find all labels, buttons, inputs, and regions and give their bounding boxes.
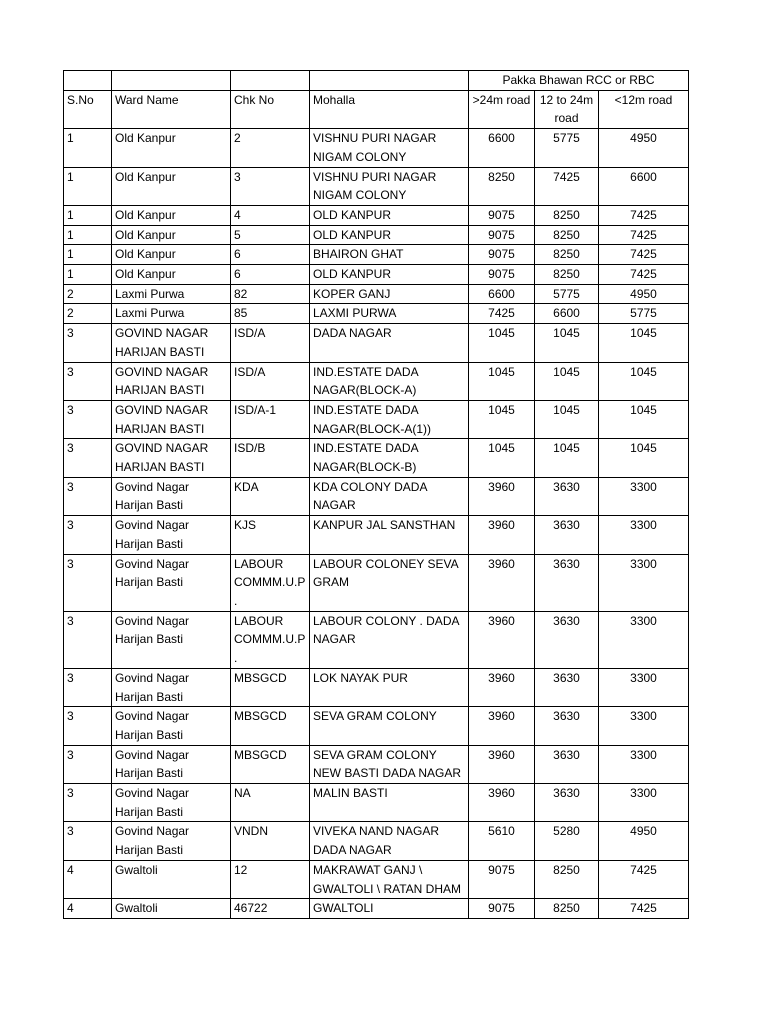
sno-cell: 3 xyxy=(64,439,112,477)
sno-cell: 3 xyxy=(64,400,112,438)
mohalla-cell: KANPUR JAL SANSTHAN xyxy=(310,516,469,554)
ward-name-cell: Old Kanpur xyxy=(112,245,231,265)
header-row xyxy=(64,90,689,128)
blank-cell xyxy=(112,71,231,91)
ward-name-cell: GOVIND NAGAR HARIJAN BASTI xyxy=(112,362,231,400)
table-row xyxy=(64,362,689,400)
chk-no-cell: 12 xyxy=(231,860,310,898)
chk-no-cell: VNDN xyxy=(231,822,310,860)
lt-12m-road-cell: 6600 xyxy=(599,167,689,205)
sno-cell: 3 xyxy=(64,745,112,783)
sno-cell: 4 xyxy=(64,860,112,898)
12-to-24m-road-cell: 5775 xyxy=(535,129,599,167)
sno-cell: 3 xyxy=(64,822,112,860)
blank-cell xyxy=(231,71,310,91)
sno-cell: 3 xyxy=(64,324,112,362)
chk-no-cell: ISD/A xyxy=(231,324,310,362)
sno-cell: 3 xyxy=(64,707,112,745)
12-to-24m-road-cell: 8250 xyxy=(535,225,599,245)
gt-24m-road-cell: 9075 xyxy=(469,245,535,265)
12-to-24m-road-cell: 8250 xyxy=(535,205,599,225)
gt-24m-road-cell: 6600 xyxy=(469,129,535,167)
gt-24m-road-cell: 3960 xyxy=(469,516,535,554)
12-to-24m-road-cell: 1045 xyxy=(535,439,599,477)
mohalla-cell: LABOUR COLONY . DADA NAGAR xyxy=(310,611,469,668)
12-to-24m-road-cell: 3630 xyxy=(535,516,599,554)
12-to-24m-road-cell: 1045 xyxy=(535,324,599,362)
chk-no-cell: MBSGCD xyxy=(231,707,310,745)
12-to-24m-road-cell: 3630 xyxy=(535,745,599,783)
gt-24m-road-cell: 3960 xyxy=(469,668,535,706)
mohalla-cell: VIVEKA NAND NAGAR DADA NAGAR xyxy=(310,822,469,860)
header-mohalla: Mohalla xyxy=(310,90,469,128)
sno-cell: 4 xyxy=(64,899,112,919)
chk-no-cell: ISD/B xyxy=(231,439,310,477)
ward-name-cell: Govind Nagar Harijan Basti xyxy=(112,784,231,822)
header-12-to-24m-road: 12 to 24m road xyxy=(535,90,599,128)
table-row xyxy=(64,784,689,822)
lt-12m-road-cell: 7425 xyxy=(599,265,689,285)
sno-cell: 3 xyxy=(64,784,112,822)
chk-no-cell: 5 xyxy=(231,225,310,245)
header-lt-12m-road: <12m road xyxy=(599,90,689,128)
header-gt-24m-road: >24m road xyxy=(469,90,535,128)
mohalla-cell: MAKRAWAT GANJ \ GWALTOLI \ RATAN DHAM xyxy=(310,860,469,898)
lt-12m-road-cell: 3300 xyxy=(599,784,689,822)
ward-name-cell: Govind Nagar Harijan Basti xyxy=(112,668,231,706)
lt-12m-road-cell: 1045 xyxy=(599,400,689,438)
table-row xyxy=(64,899,689,919)
12-to-24m-road-cell: 3630 xyxy=(535,611,599,668)
lt-12m-road-cell: 3300 xyxy=(599,516,689,554)
ward-name-cell: Laxmi Purwa xyxy=(112,284,231,304)
lt-12m-road-cell: 4950 xyxy=(599,822,689,860)
ward-name-cell: Govind Nagar Harijan Basti xyxy=(112,516,231,554)
12-to-24m-road-cell: 8250 xyxy=(535,899,599,919)
chk-no-cell: LABOUR COMMM.U.P. xyxy=(231,611,310,668)
lt-12m-road-cell: 3300 xyxy=(599,668,689,706)
sno-cell: 3 xyxy=(64,611,112,668)
gt-24m-road-cell: 6600 xyxy=(469,284,535,304)
12-to-24m-road-cell: 3630 xyxy=(535,668,599,706)
table-row xyxy=(64,265,689,285)
lt-12m-road-cell: 1045 xyxy=(599,324,689,362)
sno-cell: 2 xyxy=(64,284,112,304)
lt-12m-road-cell: 3300 xyxy=(599,745,689,783)
blank-cell xyxy=(64,71,112,91)
gt-24m-road-cell: 3960 xyxy=(469,554,535,611)
table-row xyxy=(64,205,689,225)
mohalla-cell: DADA NAGAR xyxy=(310,324,469,362)
ward-name-cell: Govind Nagar Harijan Basti xyxy=(112,554,231,611)
chk-no-cell: MBSGCD xyxy=(231,745,310,783)
chk-no-cell: 85 xyxy=(231,304,310,324)
lt-12m-road-cell: 4950 xyxy=(599,284,689,304)
gt-24m-road-cell: 9075 xyxy=(469,899,535,919)
12-to-24m-road-cell: 8250 xyxy=(535,860,599,898)
ward-name-cell: GOVIND NAGAR HARIJAN BASTI xyxy=(112,324,231,362)
gt-24m-road-cell: 8250 xyxy=(469,167,535,205)
12-to-24m-road-cell: 6600 xyxy=(535,304,599,324)
mohalla-cell: GWALTOLI xyxy=(310,899,469,919)
mohalla-cell: VISHNU PURI NAGAR NIGAM COLONY xyxy=(310,167,469,205)
super-header-cell: Pakka Bhawan RCC or RBC xyxy=(469,71,689,91)
header-sno: S.No xyxy=(64,90,112,128)
table-row xyxy=(64,439,689,477)
12-to-24m-road-cell: 3630 xyxy=(535,477,599,515)
table-row xyxy=(64,400,689,438)
sno-cell: 1 xyxy=(64,129,112,167)
lt-12m-road-cell: 3300 xyxy=(599,477,689,515)
lt-12m-road-cell: 1045 xyxy=(599,439,689,477)
mohalla-cell: IND.ESTATE DADA NAGAR(BLOCK-A) xyxy=(310,362,469,400)
chk-no-cell: 3 xyxy=(231,167,310,205)
chk-no-cell: NA xyxy=(231,784,310,822)
sno-cell: 3 xyxy=(64,668,112,706)
header-chk-no: Chk No xyxy=(231,90,310,128)
table-row xyxy=(64,129,689,167)
gt-24m-road-cell: 9075 xyxy=(469,225,535,245)
super-header-row xyxy=(64,71,689,91)
table-row xyxy=(64,860,689,898)
lt-12m-road-cell: 7425 xyxy=(599,860,689,898)
lt-12m-road-cell: 1045 xyxy=(599,362,689,400)
gt-24m-road-cell: 1045 xyxy=(469,362,535,400)
ward-name-cell: Govind Nagar Harijan Basti xyxy=(112,745,231,783)
mohalla-cell: LAXMI PURWA xyxy=(310,304,469,324)
lt-12m-road-cell: 7425 xyxy=(599,899,689,919)
blank-cell xyxy=(310,71,469,91)
12-to-24m-road-cell: 3630 xyxy=(535,784,599,822)
mohalla-cell: SEVA GRAM COLONY xyxy=(310,707,469,745)
table-row xyxy=(64,245,689,265)
12-to-24m-road-cell: 7425 xyxy=(535,167,599,205)
gt-24m-road-cell: 3960 xyxy=(469,611,535,668)
gt-24m-road-cell: 3960 xyxy=(469,745,535,783)
chk-no-cell: MBSGCD xyxy=(231,668,310,706)
12-to-24m-road-cell: 3630 xyxy=(535,554,599,611)
sno-cell: 3 xyxy=(64,554,112,611)
table-row xyxy=(64,324,689,362)
lt-12m-road-cell: 3300 xyxy=(599,707,689,745)
mohalla-cell: OLD KANPUR xyxy=(310,225,469,245)
lt-12m-road-cell: 7425 xyxy=(599,245,689,265)
table-row xyxy=(64,477,689,515)
table-row xyxy=(64,284,689,304)
12-to-24m-road-cell: 1045 xyxy=(535,400,599,438)
table-row xyxy=(64,304,689,324)
gt-24m-road-cell: 1045 xyxy=(469,400,535,438)
mohalla-cell: IND.ESTATE DADA NAGAR(BLOCK-B) xyxy=(310,439,469,477)
gt-24m-road-cell: 9075 xyxy=(469,265,535,285)
gt-24m-road-cell: 3960 xyxy=(469,477,535,515)
mohalla-cell: SEVA GRAM COLONY NEW BASTI DADA NAGAR xyxy=(310,745,469,783)
sno-cell: 2 xyxy=(64,304,112,324)
table-row xyxy=(64,745,689,783)
ward-name-cell: Govind Nagar Harijan Basti xyxy=(112,822,231,860)
chk-no-cell: 46722 xyxy=(231,899,310,919)
chk-no-cell: 4 xyxy=(231,205,310,225)
table-row xyxy=(64,668,689,706)
12-to-24m-road-cell: 3630 xyxy=(535,707,599,745)
table-row xyxy=(64,167,689,205)
gt-24m-road-cell: 9075 xyxy=(469,205,535,225)
table-row xyxy=(64,554,689,611)
gt-24m-road-cell: 1045 xyxy=(469,324,535,362)
lt-12m-road-cell: 3300 xyxy=(599,554,689,611)
chk-no-cell: ISD/A-1 xyxy=(231,400,310,438)
lt-12m-road-cell: 3300 xyxy=(599,611,689,668)
chk-no-cell: 6 xyxy=(231,265,310,285)
ward-name-cell: Old Kanpur xyxy=(112,167,231,205)
12-to-24m-road-cell: 1045 xyxy=(535,362,599,400)
12-to-24m-road-cell: 5775 xyxy=(535,284,599,304)
ward-name-cell: Old Kanpur xyxy=(112,265,231,285)
mohalla-cell: OLD KANPUR xyxy=(310,205,469,225)
12-to-24m-road-cell: 8250 xyxy=(535,245,599,265)
ward-name-cell: Govind Nagar Harijan Basti xyxy=(112,707,231,745)
chk-no-cell: KDA xyxy=(231,477,310,515)
ward-name-cell: Old Kanpur xyxy=(112,129,231,167)
sno-cell: 3 xyxy=(64,362,112,400)
sno-cell: 1 xyxy=(64,205,112,225)
gt-24m-road-cell: 3960 xyxy=(469,784,535,822)
mohalla-cell: LOK NAYAK PUR xyxy=(310,668,469,706)
ward-name-cell: Govind Nagar Harijan Basti xyxy=(112,611,231,668)
chk-no-cell: LABOUR COMMM.U.P. xyxy=(231,554,310,611)
chk-no-cell: KJS xyxy=(231,516,310,554)
mohalla-cell: MALIN BASTI xyxy=(310,784,469,822)
lt-12m-road-cell: 7425 xyxy=(599,205,689,225)
gt-24m-road-cell: 7425 xyxy=(469,304,535,324)
mohalla-cell: LABOUR COLONEY SEVA GRAM xyxy=(310,554,469,611)
header-ward-name: Ward Name xyxy=(112,90,231,128)
sno-cell: 3 xyxy=(64,477,112,515)
mohalla-cell: KOPER GANJ xyxy=(310,284,469,304)
mohalla-cell: VISHNU PURI NAGAR NIGAM COLONY xyxy=(310,129,469,167)
lt-12m-road-cell: 7425 xyxy=(599,225,689,245)
12-to-24m-road-cell: 5280 xyxy=(535,822,599,860)
mohalla-cell: IND.ESTATE DADA NAGAR(BLOCK-A(1)) xyxy=(310,400,469,438)
mohalla-cell: BHAIRON GHAT xyxy=(310,245,469,265)
sno-cell: 1 xyxy=(64,167,112,205)
table-row xyxy=(64,611,689,668)
gt-24m-road-cell: 3960 xyxy=(469,707,535,745)
table-row xyxy=(64,225,689,245)
ward-name-cell: Gwaltoli xyxy=(112,860,231,898)
ward-name-cell: GOVIND NAGAR HARIJAN BASTI xyxy=(112,439,231,477)
mohalla-cell: OLD KANPUR xyxy=(310,265,469,285)
lt-12m-road-cell: 4950 xyxy=(599,129,689,167)
table-row xyxy=(64,516,689,554)
mohalla-cell: KDA COLONY DADA NAGAR xyxy=(310,477,469,515)
ward-name-cell: GOVIND NAGAR HARIJAN BASTI xyxy=(112,400,231,438)
chk-no-cell: ISD/A xyxy=(231,362,310,400)
chk-no-cell: 82 xyxy=(231,284,310,304)
sno-cell: 3 xyxy=(64,516,112,554)
gt-24m-road-cell: 9075 xyxy=(469,860,535,898)
tariff-table xyxy=(63,70,689,919)
ward-name-cell: Old Kanpur xyxy=(112,205,231,225)
sno-cell: 1 xyxy=(64,225,112,245)
table-row xyxy=(64,822,689,860)
lt-12m-road-cell: 5775 xyxy=(599,304,689,324)
gt-24m-road-cell: 5610 xyxy=(469,822,535,860)
ward-name-cell: Gwaltoli xyxy=(112,899,231,919)
ward-name-cell: Govind Nagar Harijan Basti xyxy=(112,477,231,515)
table-row xyxy=(64,707,689,745)
ward-name-cell: Laxmi Purwa xyxy=(112,304,231,324)
chk-no-cell: 6 xyxy=(231,245,310,265)
gt-24m-road-cell: 1045 xyxy=(469,439,535,477)
chk-no-cell: 2 xyxy=(231,129,310,167)
12-to-24m-road-cell: 8250 xyxy=(535,265,599,285)
sno-cell: 1 xyxy=(64,245,112,265)
ward-name-cell: Old Kanpur xyxy=(112,225,231,245)
sno-cell: 1 xyxy=(64,265,112,285)
